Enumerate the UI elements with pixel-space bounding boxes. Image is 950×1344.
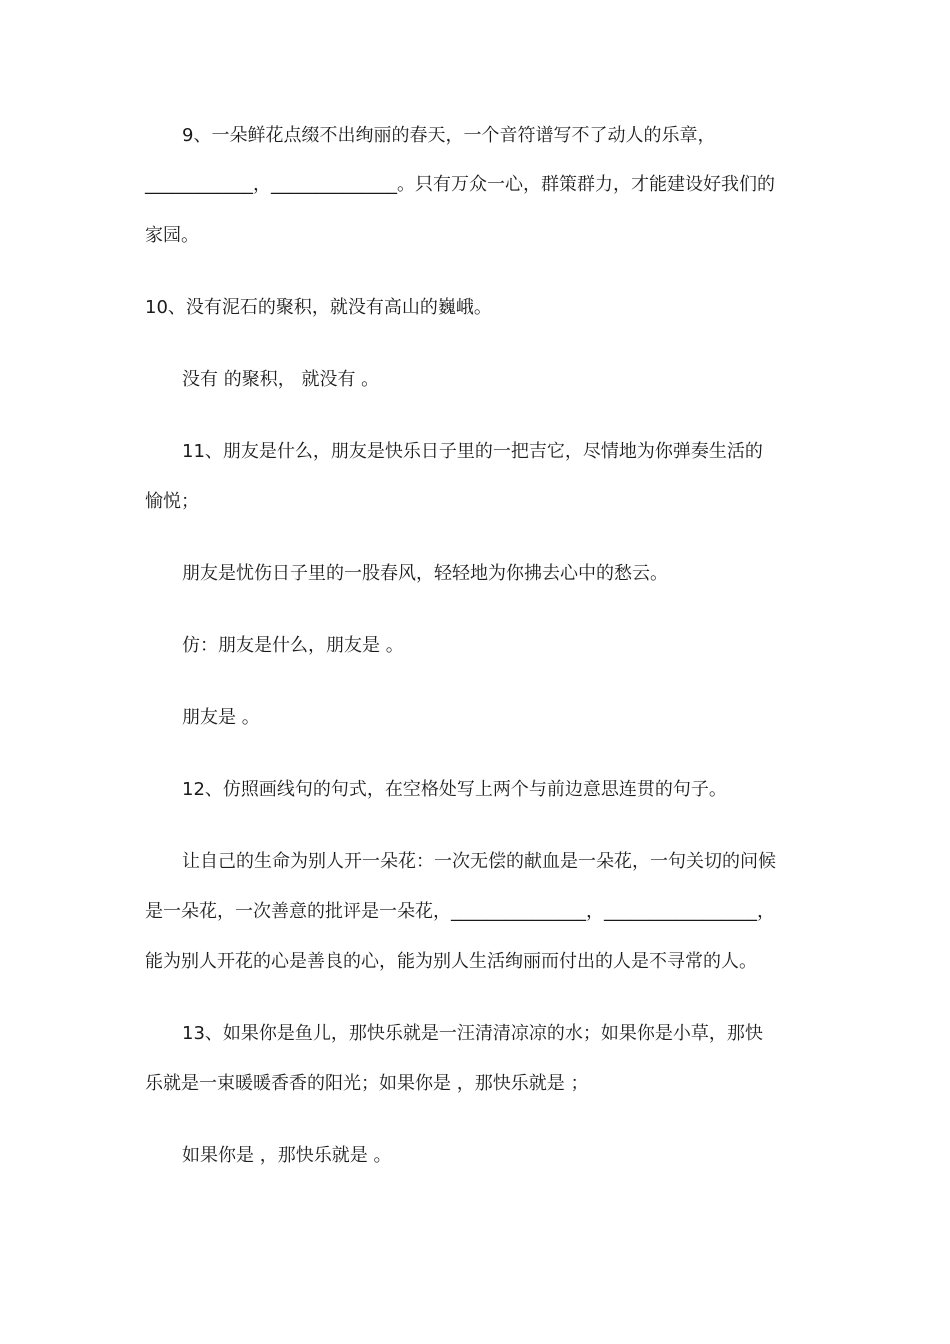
q12-line-2-blanks: 是一朵花，一次善意的批评是一朵花，_______________，_________________，	[145, 901, 775, 922]
q10-prompt: 10、没有泥石的聚积，就没有高山的巍峨。	[145, 297, 492, 318]
q11-line-1: 11、朋友是什么，朋友是快乐日子里的一把吉它，尽情地为你弹奏生活的	[182, 441, 763, 462]
q13-line-3: 如果你是 ，那快乐就是 。	[182, 1145, 392, 1166]
q9-line-1: 9、一朵鲜花点缀不出绚丽的春天，一个音符谱写不了动人的乐章，	[182, 125, 716, 146]
q11-line-2: 愉悦；	[145, 491, 199, 512]
q11-imitation-2: 朋友是 。	[182, 707, 260, 728]
q11-line-3: 朋友是忧伤日子里的一股春风，轻轻地为你拂去心中的愁云。	[182, 563, 668, 584]
q13-line-2: 乐就是一束暖暖香香的阳光；如果你是 ，那快乐就是 ；	[145, 1073, 589, 1094]
q12-prompt: 12、仿照画线句的句式，在空格处写上两个与前边意思连贯的句子。	[182, 779, 727, 800]
q11-imitation-1: 仿：朋友是什么，朋友是 。	[182, 635, 404, 656]
q13-line-1: 13、如果你是鱼儿，那快乐就是一汪清清凉凉的水；如果你是小草，那快	[182, 1023, 763, 1044]
q12-line-3: 能为别人开花的心是善良的心，能为别人生活绚丽而付出的人是不寻常的人。	[145, 951, 757, 972]
q9-line-2-blanks: ____________，______________。只有万众一心，群策群力，才能建设好我们的	[145, 174, 775, 195]
q10-answer-template: 没有 的聚积， 就没有 。	[182, 369, 380, 390]
q12-line-1: 让自己的生命为别人开一朵花：一次无偿的献血是一朵花，一句关切的问候	[182, 851, 776, 872]
q9-line-3: 家园。	[145, 225, 199, 246]
